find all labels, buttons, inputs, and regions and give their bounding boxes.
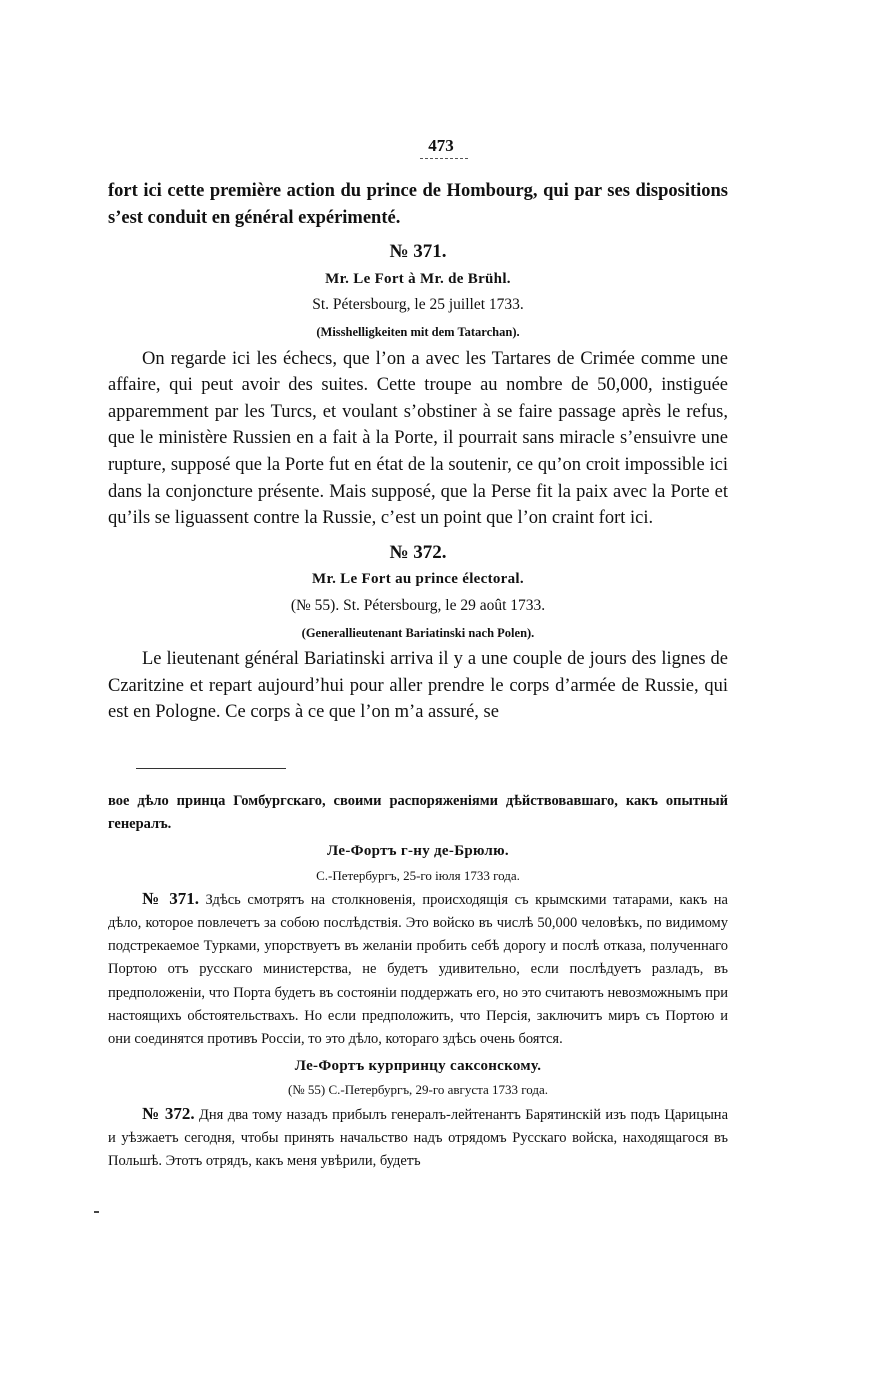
translation-separator-rule (136, 768, 286, 769)
ru-letter-372-heading: Ле-Фортъ курпринцу саксонскому. (294, 1058, 542, 1075)
ru-letter-371-paragraph (108, 887, 728, 1051)
letter-371-subject: (Misshelligkeiten mit dem Tatarchan). (316, 324, 520, 339)
letter-372-place-date: (№ 55). St. Pétersbourg, le 29 août 1733. (290, 596, 546, 614)
letter-372-subject: (Generallieutenant Bariatinski nach Polen). (301, 625, 535, 640)
french-continuation: fort ici cette première action du prince de Hombourg, qui par ses dispositions s’est conduit en général expérimenté. (108, 181, 728, 228)
letter-372-body: Le lieutenant général Bariatinski arriva il y a une couple de jours des lignes de Czaritzine et repart aujourd’hui pour aller prendre le corps d’armée de Russie, qui est en Pologne. Ce corps à ce que l’on m’a assuré, se (108, 649, 728, 723)
page-number-rule (420, 158, 468, 159)
page-number: 473 (428, 136, 454, 155)
french-text-block (108, 178, 728, 726)
letter-371-heading: Mr. Le Fort à Mr. de Brühl. (325, 270, 511, 287)
ru-letter-372-paragraph (108, 1102, 728, 1174)
ru-letter-371-heading: Ле-Фортъ г-ну де-Брюлю. (327, 843, 509, 860)
stray-print-mark (94, 1211, 99, 1213)
ru-letter-372-number: № 372. (142, 1103, 195, 1123)
ru-letter-371-number: № 371. (142, 888, 199, 908)
letter-372-number: № 372. (389, 541, 447, 563)
letter-371-place-date: St. Pétersbourg, le 25 juillet 1733. (312, 296, 524, 314)
letter-371-body: On regarde ici les échecs, que l’on a avec les Tartares de Crimée comme une affaire, qui peut avoir des suites. Cette troupe au nombre de 50,000, instiguée apparemment par les Turcs, et voulant s’obstiner à se faire passage après le refus, que le ministère Russien en a fait à la Porte, il pourrait sans miracle s’ensuivre une rupture, supposé que la Porte fut en état de la soutenir, ce qu’on croit impossible ici dans la conjoncture présente. Mais supposé, que la Perse fit la paix avec la Porte et qu’ils se liguassent contre la Russie, c’est un point que l’on craint fort ici. (108, 348, 728, 529)
letter-371-number: № 371. (389, 241, 447, 263)
letter-372-heading: Mr. Le Fort au prince électoral. (312, 571, 524, 588)
ru-letter-371-place-date: С.-Петербургъ, 25-го іюля 1733 года. (316, 867, 520, 883)
russian-translation-block (108, 790, 728, 1173)
ru-letter-372-place-date: (№ 55) С.-Петербургъ, 29-го августа 1733 года. (287, 1082, 549, 1098)
ru-letter-372-body: Дня два тому назадъ прибылъ генералъ-лейтенантъ Барятинскій изъ подъ Царицына и уѣзжаетъ сегодня, чтобы принять начальство надъ отрядомъ Русскаго войска, находящагося въ Польшѣ. Этотъ отрядъ, какъ меня увѣрили, будетъ (108, 1106, 729, 1170)
ru-letter-371-body: Здѣсь смотрятъ на столкновенія, происходящія съ крымскими татарами, какъ на дѣло, которое повлечетъ за собою послѣдствія. Это войско въ числѣ 50,000 человѣкъ, по видимому подстрекаемое Турками, упорствуетъ въ желаніи пробить себѣ дорогу и послѣ отказа, полученнаго Портою отъ русскаго министерства, не будетъ удивительно, если послѣдуетъ разладъ, въ предположеніи, что Порта будетъ въ состояніи поддержать его, но это считаютъ невозможнымъ при настоящихъ обстоятельствахъ. Но если предположить, что Персія, заключитъ миръ съ Портою и они соединятся противъ Россіи, то это дѣло, котораго здѣсь очень боятся. (108, 891, 728, 1048)
russian-continuation: вое дѣло принца Гомбургскаго, своими распоряженіями дѣйствовавшаго, какъ опытный генералъ. (108, 793, 728, 833)
